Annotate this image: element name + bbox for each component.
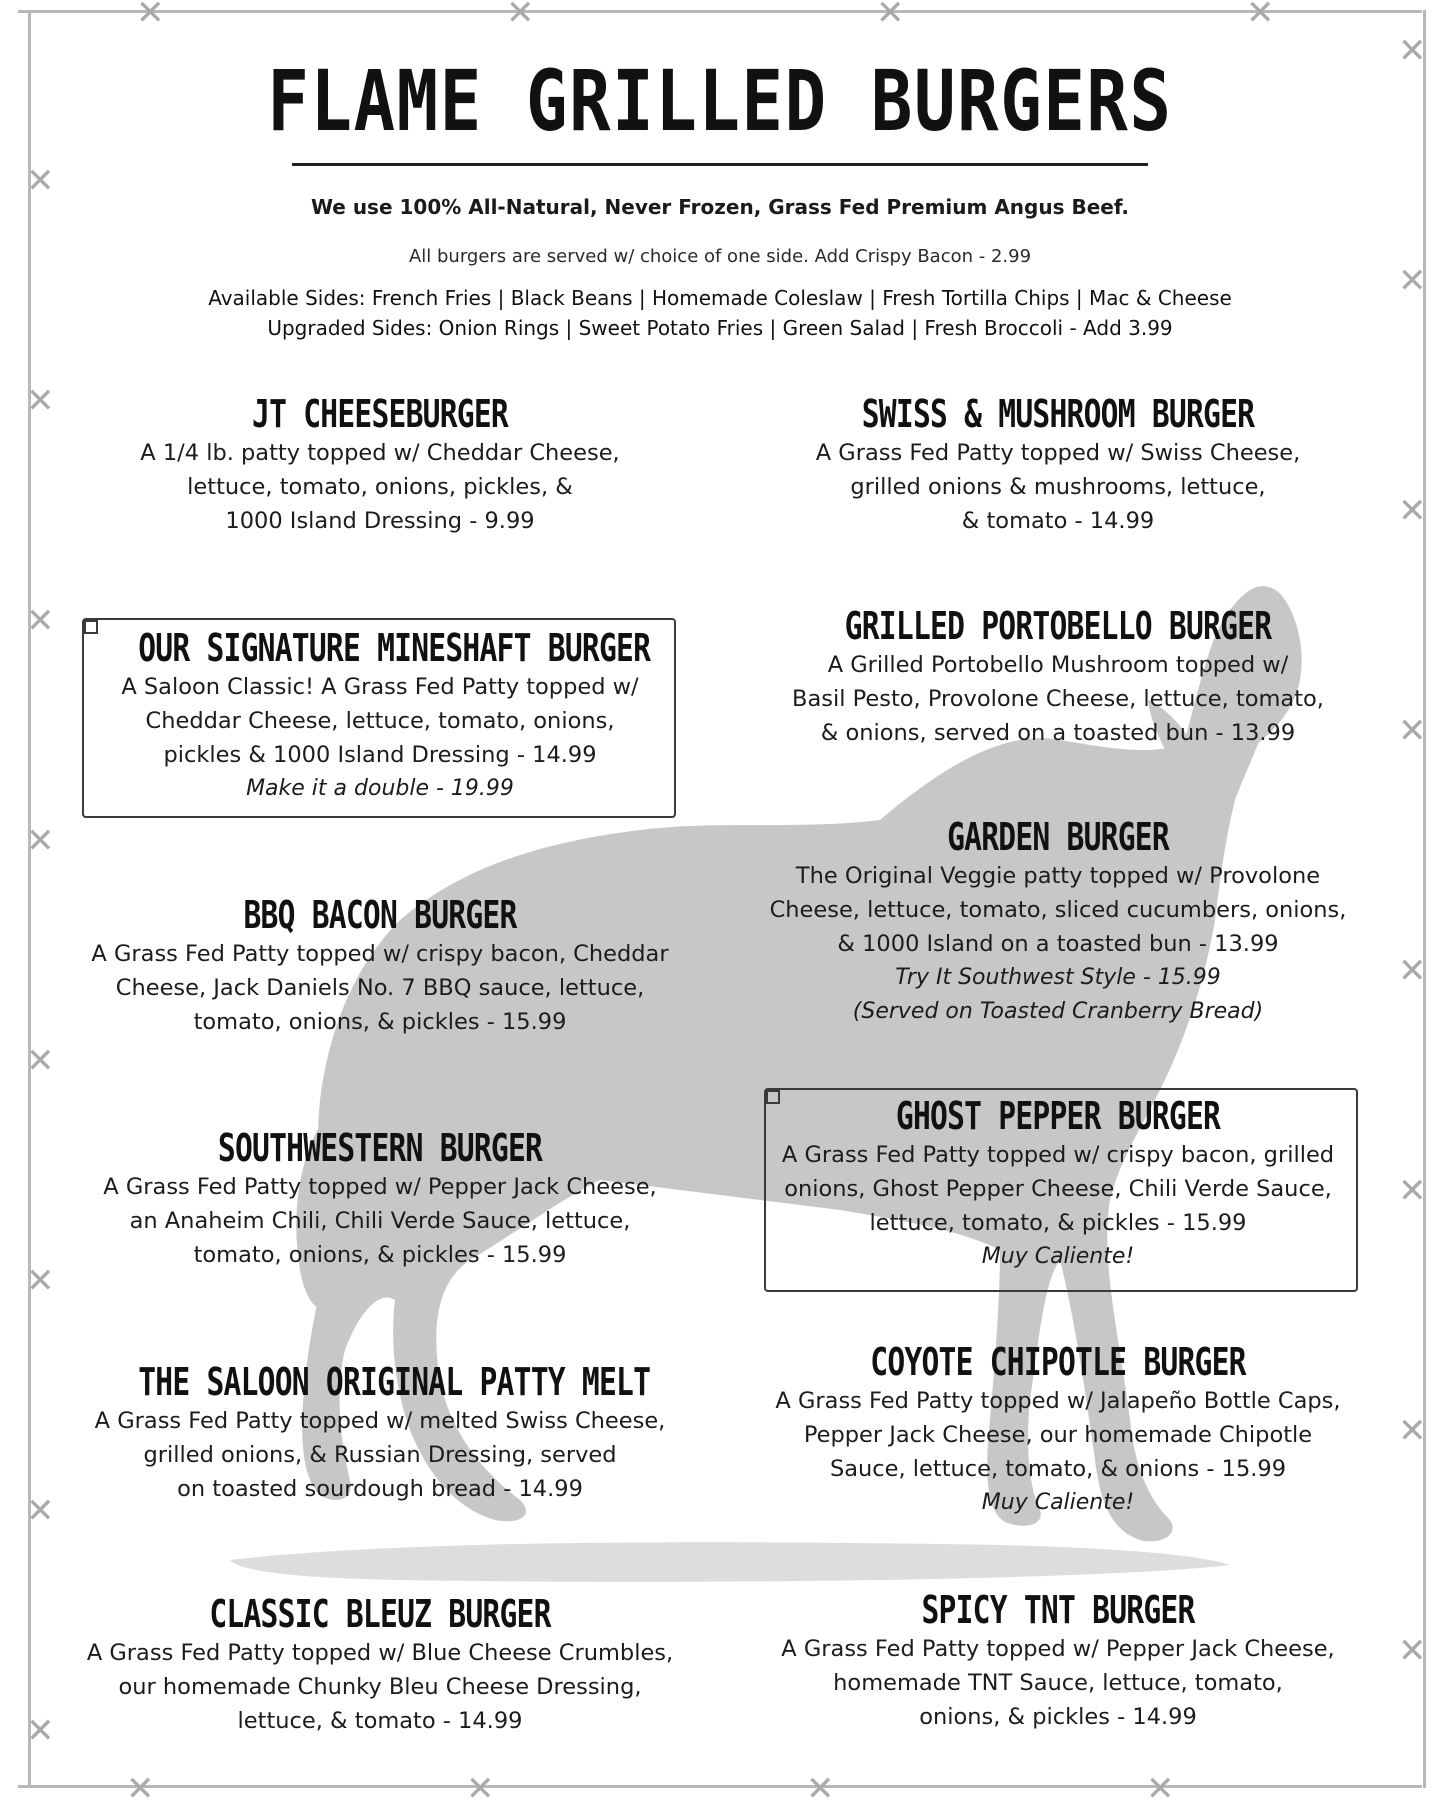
menu-item-name: GRILLED PORTOBELLO BURGER [844,604,1272,648]
barb-icon: ✕ [506,0,535,33]
barb-icon: ✕ [26,1491,55,1531]
menu-item-description-line: lettuce, & tomato - 14.99 [237,1708,523,1734]
menu-item-description-line: A Grass Fed Patty topped w/ crispy bacon, Cheddar [91,941,669,967]
barb-icon: ✕ [136,0,165,33]
menu-item [748,1588,1368,1734]
menu-item [70,1592,690,1738]
menu-item-name: SPICY TNT BURGER [921,1588,1195,1632]
menu-item-description-line: Sauce, lettuce, tomato, & onions - 15.99 [829,1456,1287,1482]
menu-item-name: COYOTE CHIPOTLE BURGER [870,1340,1246,1384]
menu-item [748,1094,1368,1274]
menu-item [70,893,690,1039]
menu-item-description-line: on toasted sourdough bread - 14.99 [177,1476,583,1502]
menu-item-description-line: Basil Pesto, Provolone Cheese, lettuce, tomato, [792,686,1324,712]
barb-icon: ✕ [26,601,55,641]
menu-item-name: GARDEN BURGER [947,815,1169,859]
upgraded-sides: Upgraded Sides: Onion Rings | Sweet Potato Fries | Green Salad | Fresh Broccoli - Add 3.99 [267,316,1173,340]
barb-icon: ✕ [26,161,55,201]
menu-item-description-line: onions, & pickles - 14.99 [919,1704,1197,1730]
barb-icon: ✕ [876,0,905,33]
menu-item [70,1360,690,1506]
menu-item [748,815,1368,1029]
menu-item-description-line: tomato, onions, & pickles - 15.99 [193,1009,567,1035]
menu-title: FLAME GRILLED BURGERS [267,52,1173,150]
menu-item-description-line: A Saloon Classic! A Grass Fed Patty topped w/ [121,674,639,700]
menu-item-extra-note: (Served on Toasted Cranberry Bread) [852,999,1264,1024]
menu-item-description-line: an Anaheim Chili, Chili Verde Sauce, lettuce, [129,1208,631,1234]
barb-icon: ✕ [1398,261,1427,301]
menu-item-description-line: onions, Ghost Pepper Cheese, Chili Verde Sauce, [784,1176,1332,1202]
menu-item-description-line: A Grilled Portobello Mushroom topped w/ [827,652,1289,678]
menu-item-description-line: A Grass Fed Patty topped w/ melted Swiss Cheese, [94,1408,666,1434]
menu-item-description-line: our homemade Chunky Bleu Cheese Dressing, [118,1674,642,1700]
side-note: All burgers are served w/ choice of one side. Add Crispy Bacon - 2.99 [408,246,1032,267]
barb-icon: ✕ [1398,1631,1427,1671]
barb-icon: ✕ [1246,0,1275,33]
menu-item-description-line: tomato, onions, & pickles - 15.99 [193,1242,567,1268]
menu-item-description-line: Cheese, Jack Daniels No. 7 BBQ sauce, lettuce, [115,975,645,1001]
menu-item-description-line: A Grass Fed Patty topped w/ Jalapeño Bottle Caps, [775,1388,1341,1414]
menu-item-name: CLASSIC BLEUZ BURGER [209,1592,551,1636]
menu-item-name: THE SALOON ORIGINAL PATTY MELT [138,1360,651,1404]
menu-item-description-line: pickles & 1000 Island Dressing - 14.99 [163,742,597,768]
menu-item-description-line: The Original Veggie patty topped w/ Provolone [795,863,1321,889]
menu-item-description-line: & onions, served on a toasted bun - 13.99 [820,720,1296,746]
barb-icon: ✕ [1398,31,1427,71]
menu-item [748,604,1368,750]
menu-item-description-line: homemade TNT Sauce, lettuce, tomato, [833,1670,1283,1696]
menu-item-description-line: Cheese, lettuce, tomato, sliced cucumbers, onions, [769,897,1347,923]
menu-item-description-line: & tomato - 14.99 [961,508,1155,534]
menu-item [748,1340,1368,1520]
menu-item [70,392,690,538]
menu-item-name: GHOST PEPPER BURGER [895,1094,1221,1138]
menu-item-description-line: lettuce, tomato, & pickles - 15.99 [869,1210,1247,1236]
menu-item-description-line: A Grass Fed Patty topped w/ Pepper Jack Cheese, [103,1174,657,1200]
menu-item-description-line: Cheddar Cheese, lettuce, tomato, onions, [145,708,615,734]
menu-item-extra-note: Try It Southwest Style - 15.99 [895,965,1221,990]
menu-item-extra-note: Muy Caliente! [981,1490,1135,1515]
menu-item [70,1126,690,1272]
barb-icon: ✕ [1398,951,1427,991]
barb-icon: ✕ [26,1711,55,1751]
menu-item [748,392,1368,538]
barb-icon: ✕ [26,1041,55,1081]
menu-item-extra-note: Make it a double - 19.99 [246,776,514,801]
barb-icon: ✕ [26,381,55,421]
barb-icon: ✕ [26,1261,55,1301]
beef-tagline: We use 100% All-Natural, Never Frozen, Grass Fed Premium Angus Beef. [310,195,1130,219]
barb-icon: ✕ [1398,1411,1427,1451]
menu-item-name: JT CHEESEBURGER [252,392,508,436]
barb-icon: ✕ [466,1769,495,1800]
menu-item-description-line: A Grass Fed Patty topped w/ Swiss Cheese, [815,440,1301,466]
barb-icon: ✕ [806,1769,835,1800]
menu-item-description-line: A Grass Fed Patty topped w/ crispy bacon, grilled [781,1142,1335,1168]
menu-item-description-line: 1000 Island Dressing - 9.99 [225,508,535,534]
title-underline [292,163,1148,166]
menu-item-description-line: lettuce, tomato, onions, pickles, & [187,474,573,500]
barb-icon: ✕ [1398,1171,1427,1211]
barb-icon: ✕ [1398,711,1427,751]
barb-icon: ✕ [1146,1769,1175,1800]
menu-item-description-line: grilled onions, & Russian Dressing, served [143,1442,617,1468]
barb-icon: ✕ [26,821,55,861]
menu-item-name: SOUTHWESTERN BURGER [217,1126,543,1170]
menu-item [70,626,690,806]
menu-item-description-line: A Grass Fed Patty topped w/ Pepper Jack Cheese, [781,1636,1335,1662]
menu-item-description-line: Pepper Jack Cheese, our homemade Chipotle [803,1422,1313,1448]
menu-item-description-line: A Grass Fed Patty topped w/ Blue Cheese Crumbles, [86,1640,674,1666]
menu-item-description-line: & 1000 Island on a toasted bun - 13.99 [837,931,1279,957]
menu-item-description-line: A 1/4 lb. patty topped w/ Cheddar Cheese, [140,440,620,466]
menu-item-name: OUR SIGNATURE MINESHAFT BURGER [138,626,651,670]
available-sides: Available Sides: French Fries | Black Beans | Homemade Coleslaw | Fresh Tortilla Chips | Mac & Cheese [208,286,1232,310]
menu-item-name: BBQ BACON BURGER [243,893,517,937]
barb-icon: ✕ [1398,491,1427,531]
menu-item-description-line: grilled onions & mushrooms, lettuce, [850,474,1266,500]
menu-item-name: SWISS & MUSHROOM BURGER [861,392,1255,436]
barb-icon: ✕ [126,1769,155,1800]
menu-item-extra-note: Muy Caliente! [981,1244,1135,1269]
